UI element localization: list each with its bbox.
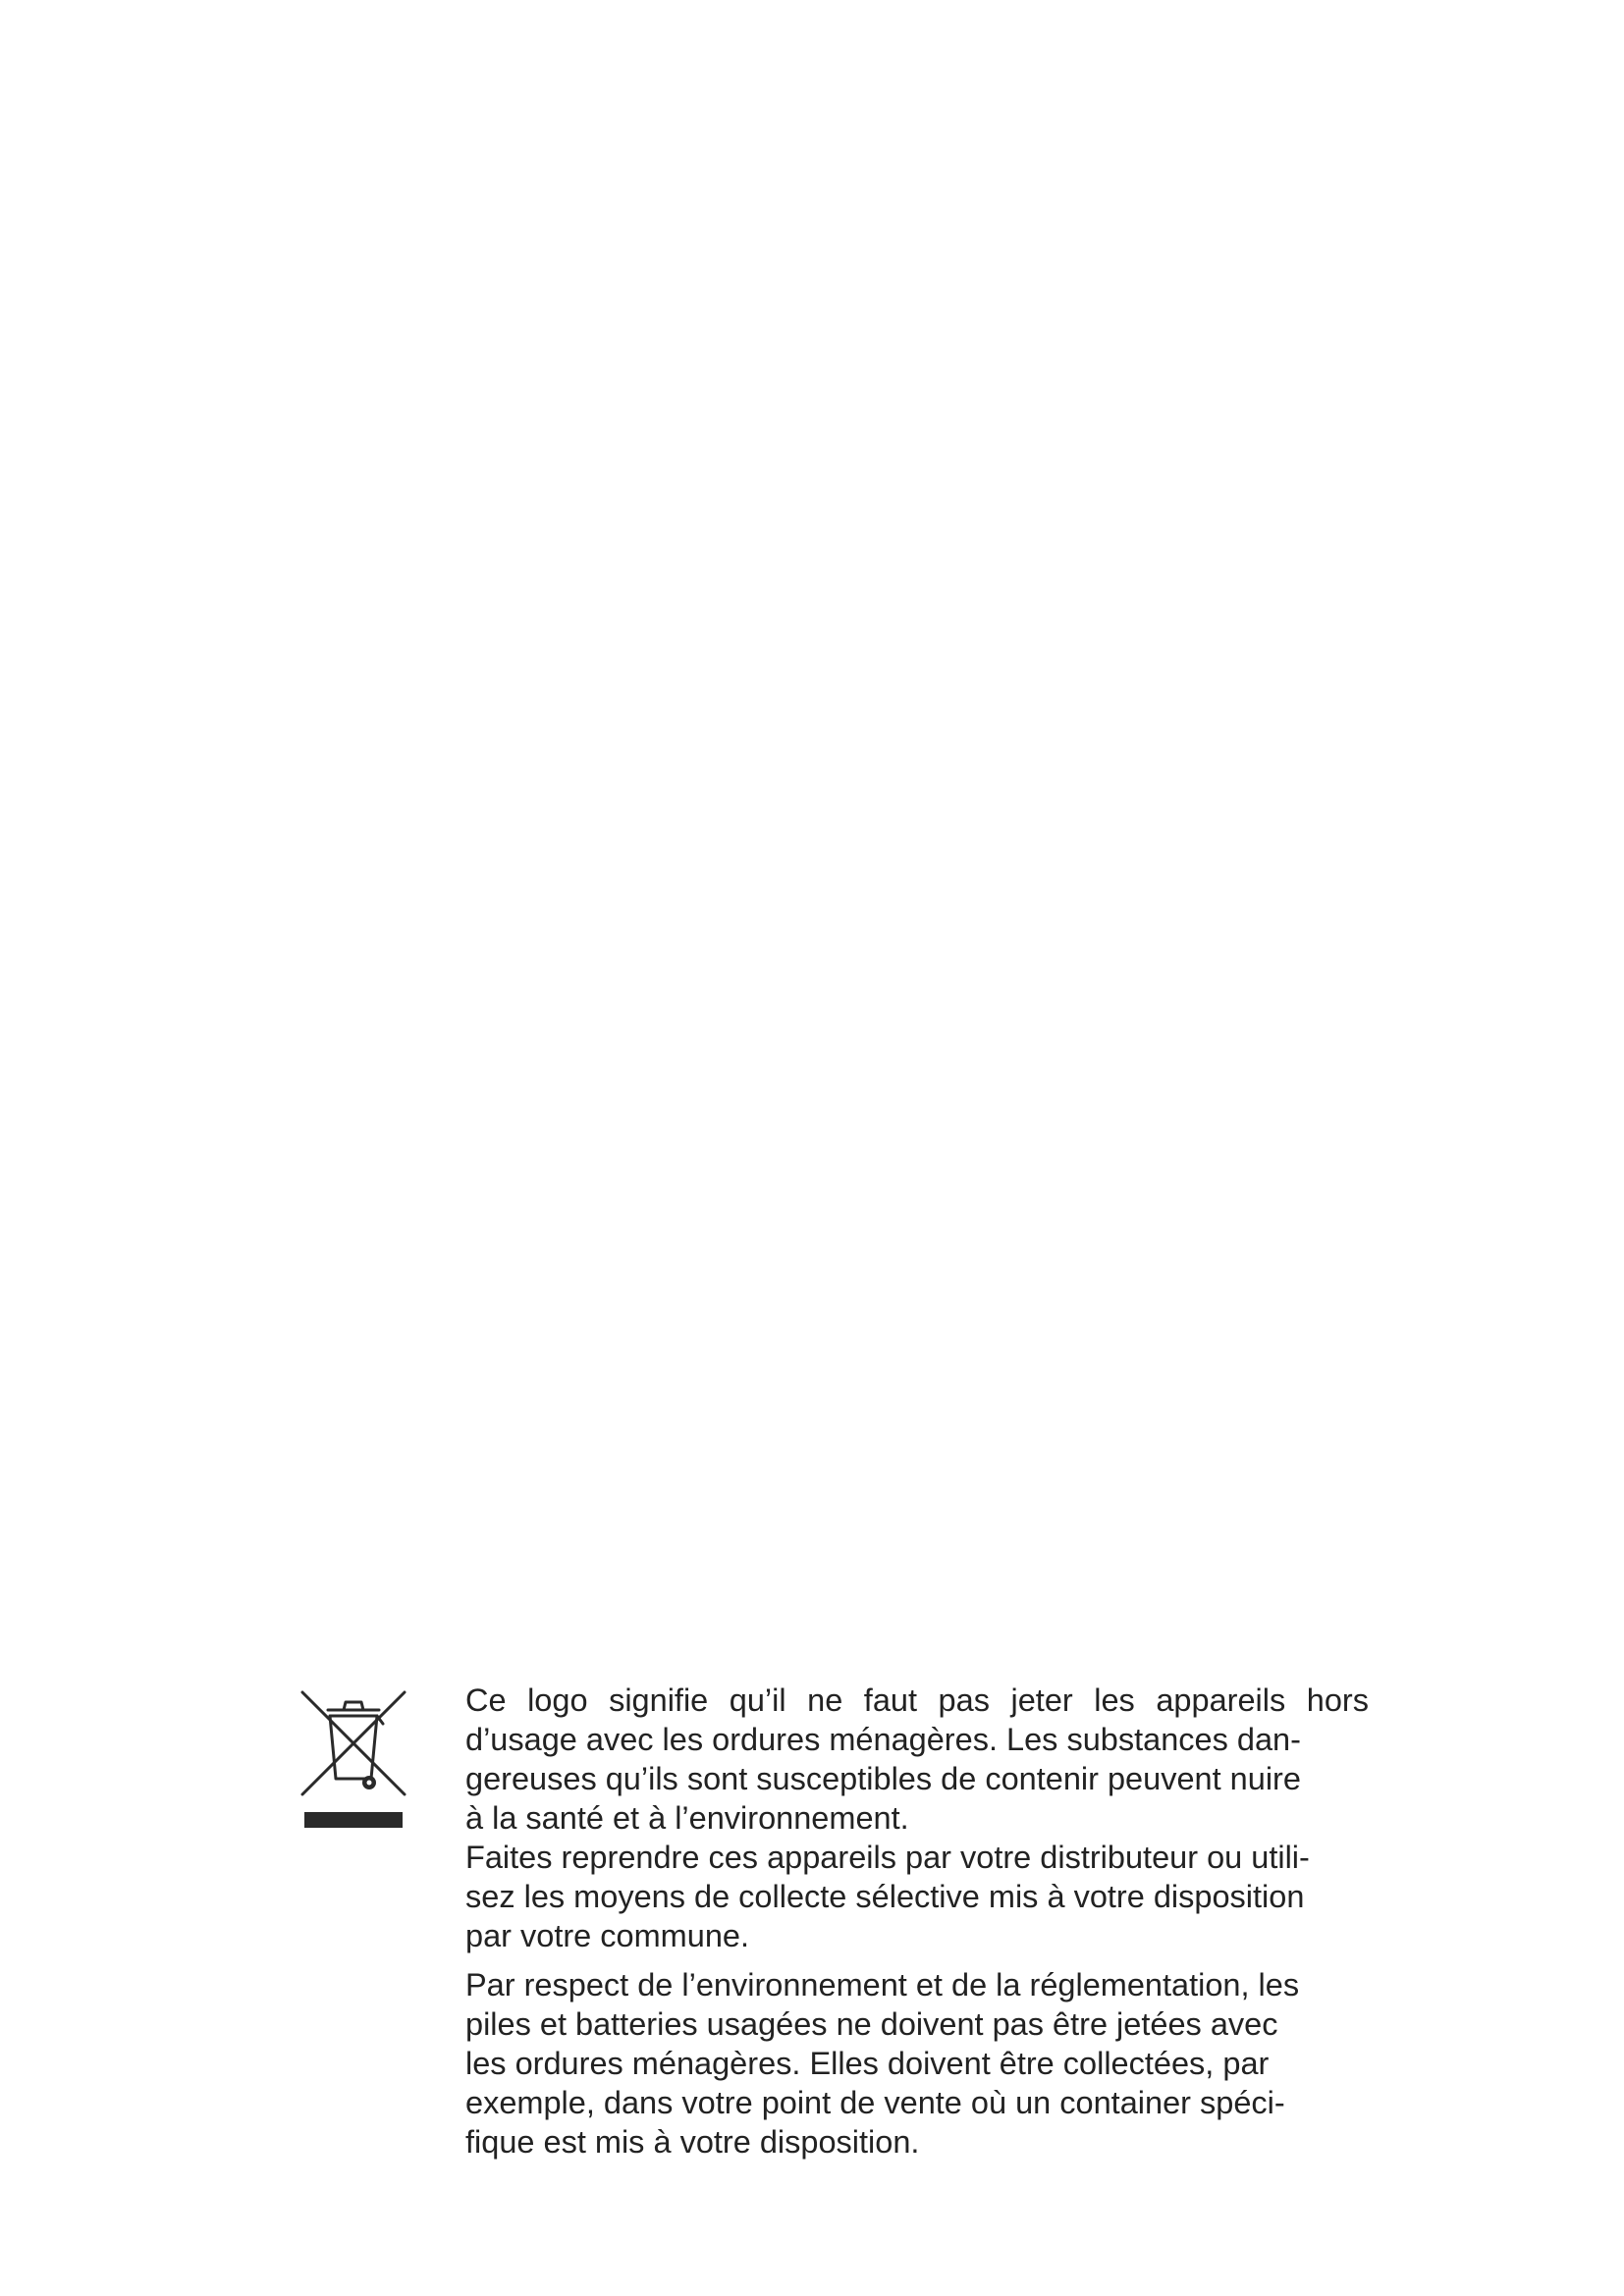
text-line: Ce logo signifie qu’il ne faut pas jeter les appareils hors <box>465 1682 1369 1718</box>
text-line: piles et batteries usagées ne doivent pas être jetées avec <box>465 2006 1278 2042</box>
paragraph-batteries <box>465 1965 1369 2162</box>
text-line: sez les moyens de collecte sélective mis à votre disposition <box>465 1879 1305 1914</box>
weee-disposal-notice <box>295 1681 1375 2191</box>
text-line: Par respect de l’environnement et de la réglementation, les <box>465 1967 1300 2002</box>
text-line: fique est mis à votre disposition. <box>465 2124 920 2160</box>
text-line: d’usage avec les ordures ménagères. Les substances dan- <box>465 1722 1301 1757</box>
paragraph-weee <box>465 1681 1369 1838</box>
text-line: à la santé et à l’environnement. <box>465 1800 909 1836</box>
paragraph-collection <box>465 1838 1369 1955</box>
text-line: par votre commune. <box>465 1918 750 1953</box>
notice-text <box>465 1681 1369 2162</box>
text-line: gereuses qu’ils sont susceptibles de contenir peuvent nuire <box>465 1761 1301 1796</box>
crossed-out-wheelie-bin-icon <box>295 1684 412 1832</box>
text-line: les ordures ménagères. Elles doivent être collectées, par <box>465 2046 1270 2081</box>
text-line: exemple, dans votre point de vente où un container spéci- <box>465 2085 1285 2120</box>
text-line: Faites reprendre ces appareils par votre distributeur ou utili- <box>465 1840 1310 1875</box>
